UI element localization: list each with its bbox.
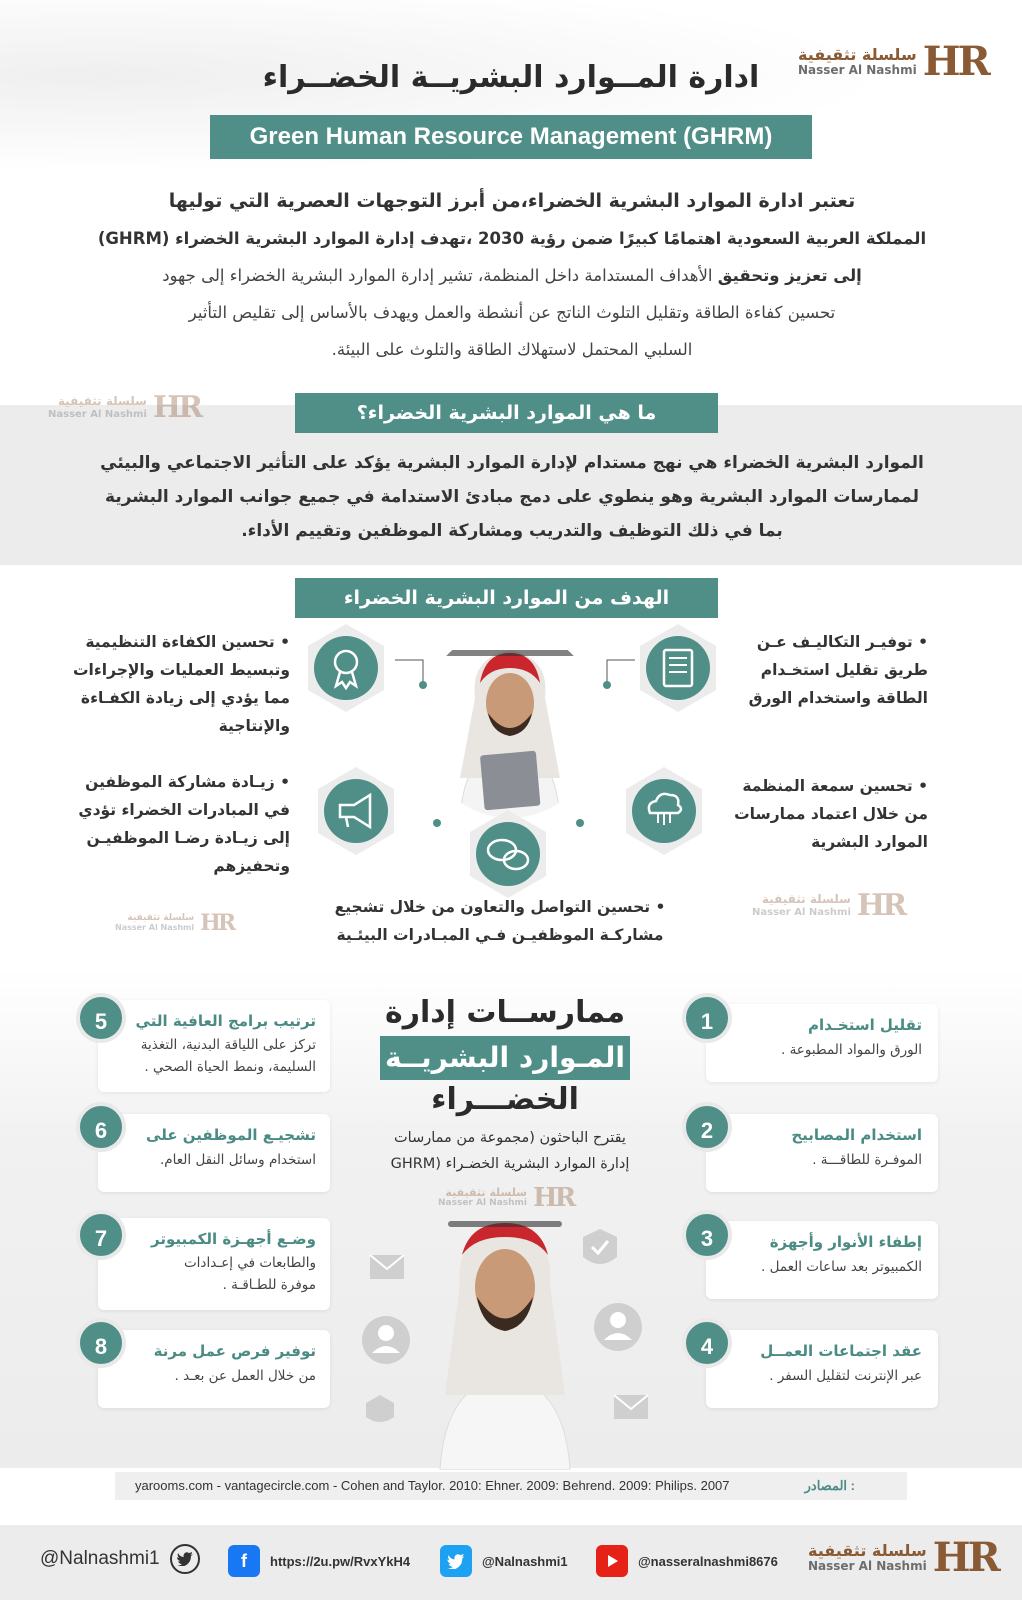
- practice-4-desc: عبر الإنترنت لتقليل السفر .: [769, 1368, 922, 1384]
- practice-number-3: 3: [682, 1210, 732, 1260]
- youtube-link-text: @nasseralnashmi8676: [638, 1553, 778, 1569]
- intro-line-5: السلبي المحتمل لاستهلاك الطاقة والتلوث على البيئة.: [331, 340, 693, 359]
- goal-efficiency-line-2: وتبسيط العمليات والإجراءات: [72, 661, 290, 679]
- what-is-line-2: لممارسات الموارد البشرية وهو ينطوي على دمج مبادئ الاستدامة في جميع جوانب الموارد البشرية: [105, 487, 919, 507]
- what-is-title: ما هي الموارد البشرية الخضراء؟: [295, 393, 718, 433]
- practice-8-title: توفير فرص عمل مرنة: [153, 1342, 316, 1360]
- practices-subtitle-line-2: إدارة الموارد البشرية الخضـراء (GHRM: [390, 1156, 630, 1172]
- goal-cost-line-2: طريق تقليل استخـدام: [760, 661, 928, 679]
- practice-card-4: [706, 1330, 938, 1408]
- practice-number-6: 6: [76, 1102, 126, 1152]
- goal-engagement-line-4: وتحفيزهم: [213, 857, 290, 875]
- goal-efficiency-line-3: مما يؤدي إلى زيادة الكفـاءة: [80, 689, 290, 707]
- goal-reputation-line-3: الموارد البشرية: [811, 833, 928, 851]
- practice-7-desc-2: موفرة للطـاقـة .: [222, 1277, 316, 1293]
- watermark-english: Nasser Al Nashmi: [48, 408, 147, 420]
- practice-number-2: 2: [682, 1102, 732, 1152]
- watermark-3-arabic: سلسلة تثقيفية: [127, 912, 195, 923]
- footer-handle[interactable]: [40, 1544, 200, 1574]
- logo-english-text: Nasser Al Nashmi: [798, 62, 917, 77]
- practices-subtitle: [340, 1125, 680, 1177]
- practice-6-desc: استخدام وسائل النقل العام.: [160, 1152, 316, 1168]
- watermark-3-mark: HR: [200, 910, 234, 936]
- practice-6-title: تشجيـع الموظفين على: [146, 1126, 316, 1144]
- practice-5-title: ترتيب برامج العافية التي: [135, 1012, 316, 1030]
- footer-logo-english: Nasser Al Nashmi: [808, 1558, 927, 1573]
- goal-efficiency-line-4: والإنتاجية: [218, 717, 290, 735]
- footer-logo-mark: HR: [932, 1534, 998, 1581]
- practice-number-1: 1: [682, 993, 732, 1043]
- practice-card-3: [706, 1221, 938, 1299]
- practice-2-desc: الموفـرة للطاقـــة .: [812, 1152, 922, 1168]
- what-is-line-1: الموارد البشرية الخضراء هي نهج مستدام لإدارة الموارد البشرية يؤكد على التأثير الاجتماعي والبيئي: [100, 453, 924, 473]
- intro-lead: تعتبر ادارة الموارد البشرية الخضراء،من أبرز التوجهات العصرية التي توليها: [168, 190, 856, 212]
- practice-7-desc: والطابعات في إعـدادات: [183, 1255, 316, 1271]
- practice-3-desc: الكمبيوتر بعد ساعات العمل .: [761, 1259, 922, 1275]
- practice-1-title: تقليل استخـدام: [807, 1016, 922, 1034]
- practice-4-title: عقد اجتماعات العمــل: [760, 1342, 922, 1360]
- sources-label: المصادر :: [804, 1478, 855, 1493]
- page-title: ادارة المــوارد البشريــة الخضــراء: [262, 60, 760, 95]
- goal-engagement: [40, 768, 290, 880]
- goal-reputation-line-2: من خلال اعتماد ممارسات: [734, 805, 928, 823]
- practice-7-title: وضـع أجهـزة الكمبيوتر: [151, 1230, 316, 1248]
- footer-brand-logo: [808, 1534, 998, 1581]
- header-background: [0, 0, 1022, 190]
- watermark-logo: [48, 390, 200, 425]
- footer-handle-text: @Nalnashmi1: [40, 1548, 160, 1569]
- goal-efficiency-line-1: • تحسين الكفاءة التنظيمية: [85, 633, 290, 651]
- practice-card-1: [706, 1004, 938, 1082]
- intro-line-4: تحسين كفاءة الطاقة وتقليل التلوث الناتج عن أنشطة والعمل ويهدف بالأساس إلى تقليص التأثير: [188, 303, 836, 322]
- practice-card-8: [98, 1330, 330, 1408]
- goal-cost-line-3: الطاقة واستخدام الورق: [748, 689, 928, 707]
- goal-engagement-line-2: في المبادرات الخضراء تؤدي: [78, 801, 290, 819]
- watermark-mark: HR: [152, 390, 201, 425]
- logo-arabic-text: سلسلة تثقيفية: [798, 45, 917, 65]
- facebook-link-text: https://2u.pw/RvxYkH4: [270, 1553, 411, 1569]
- goal-cost-saving: [728, 628, 928, 712]
- twitter-icon: [440, 1545, 472, 1577]
- footer-logo-arabic: سلسلة تثقيفية: [808, 1541, 927, 1561]
- watermark-logo-2: [752, 888, 904, 923]
- facebook-link[interactable]: [228, 1545, 410, 1577]
- practice-5-desc: تركز على اللياقة البدنية، التغذية: [140, 1037, 316, 1053]
- practice-5-desc-2: السليمة، ونمط الحياة الصحي .: [144, 1059, 316, 1075]
- watermark-3-english: Nasser Al Nashmi: [115, 922, 195, 932]
- intro-paragraph: [60, 183, 964, 368]
- goals-title: الهدف من الموارد البشرية الخضراء: [295, 578, 718, 618]
- practice-3-title: إطفاء الأنوار وأجهزة: [769, 1233, 922, 1251]
- goal-cost-line-1: • توفيـر التكاليـف عـن: [756, 633, 928, 651]
- practice-card-5: [98, 1000, 330, 1092]
- goal-connectors: [395, 650, 635, 840]
- practices-title-line-3: الخضـــراء: [431, 1082, 579, 1117]
- twitter-bird-icon: [170, 1544, 200, 1574]
- logo-mark: HR: [922, 38, 988, 85]
- watermark-logo-4: [438, 1183, 573, 1213]
- goal-communication: [320, 893, 680, 949]
- sources-bar: [115, 1472, 907, 1500]
- youtube-link[interactable]: [596, 1545, 778, 1577]
- goal-reputation: [715, 772, 928, 856]
- paper-scroll-icon: [632, 622, 724, 714]
- what-is-line-3: بما في ذلك التوظيف والتدريب ومشاركة الموظفين وتقييم الأداء.: [241, 521, 783, 541]
- practice-card-7: [98, 1218, 330, 1310]
- watermark-2-english: Nasser Al Nashmi: [752, 906, 851, 918]
- watermark-logo-3: [115, 910, 233, 936]
- intro-line-2: المملكة العربية السعودية اهتمامًا كبيرًا ضمن رؤية 2030 ،تهدف إدارة الموارد البشرية الخضراء (GHRM): [97, 229, 927, 248]
- bottom-person-illustration: [340, 1215, 680, 1470]
- facebook-icon: f: [228, 1545, 260, 1577]
- intro-line-3: [60, 257, 964, 294]
- practice-card-6: [98, 1114, 330, 1192]
- twitter-link[interactable]: [440, 1545, 568, 1577]
- award-ribbon-icon: [300, 622, 392, 714]
- watermark-4-mark: HR: [533, 1183, 574, 1213]
- megaphone-icon: [310, 765, 402, 857]
- practices-title-line-2: المـوارد البشريــة: [380, 1036, 630, 1080]
- english-title-banner: Green Human Resource Management (GHRM): [210, 115, 812, 159]
- intro-line-3-bold: إلى تعزيز وتحقيق: [717, 266, 862, 285]
- practice-number-7: 7: [76, 1210, 126, 1260]
- goal-engagement-line-3: إلى زيـادة رضـا الموظفيـن: [86, 829, 290, 847]
- practice-number-5: 5: [76, 993, 126, 1043]
- practice-1-desc: الورق والمواد المطبوعة .: [780, 1042, 922, 1058]
- watermark-arabic: سلسلة تثقيفية: [57, 394, 147, 409]
- watermark-2-mark: HR: [856, 888, 905, 923]
- practices-title-line-1: ممارســات إدارة: [384, 995, 626, 1030]
- practice-2-title: استخدام المصابيح: [791, 1126, 922, 1144]
- practice-card-2: [706, 1114, 938, 1192]
- sources-text: yarooms.com - vantagecircle.com - Cohen and Taylor. 2010: Ehner. 2009: Behrend. 2009: Philips. 2007: [135, 1478, 730, 1493]
- goal-communication-line-2: مشاركـة الموظفيـن فـي المبـادرات البيئـية: [336, 926, 664, 944]
- twitter-link-text: @Nalnashmi1: [482, 1553, 568, 1569]
- practice-number-4: 4: [682, 1318, 732, 1368]
- watermark-4-arabic: سلسلة تثقيفية: [445, 1186, 528, 1199]
- goal-efficiency: [40, 628, 290, 740]
- goal-communication-line-1: • تحسين التواصل والتعاون من خلال تشجيع: [334, 898, 666, 916]
- practices-subtitle-line-1: يقترح الباحثون (مجموعة من ممارسات: [394, 1130, 626, 1146]
- watermark-2-arabic: سلسلة تثقيفية: [761, 892, 851, 907]
- goal-engagement-line-1: • زيـادة مشاركة الموظفين: [85, 773, 290, 791]
- practice-number-8: 8: [76, 1318, 126, 1368]
- practices-title: [380, 995, 630, 1117]
- goal-reputation-line-1: • تحسين سمعة المنظمة: [742, 777, 928, 795]
- what-is-paragraph: [60, 446, 964, 548]
- practice-8-desc: من خلال العمل عن بعـد .: [174, 1368, 316, 1384]
- intro-line-3-rest: الأهداف المستدامة داخل المنظمة، تشير إدارة الموارد البشرية الخضراء إلى جهود: [162, 266, 718, 285]
- watermark-4-english: Nasser Al Nashmi: [438, 1198, 528, 1209]
- youtube-icon: [596, 1545, 628, 1577]
